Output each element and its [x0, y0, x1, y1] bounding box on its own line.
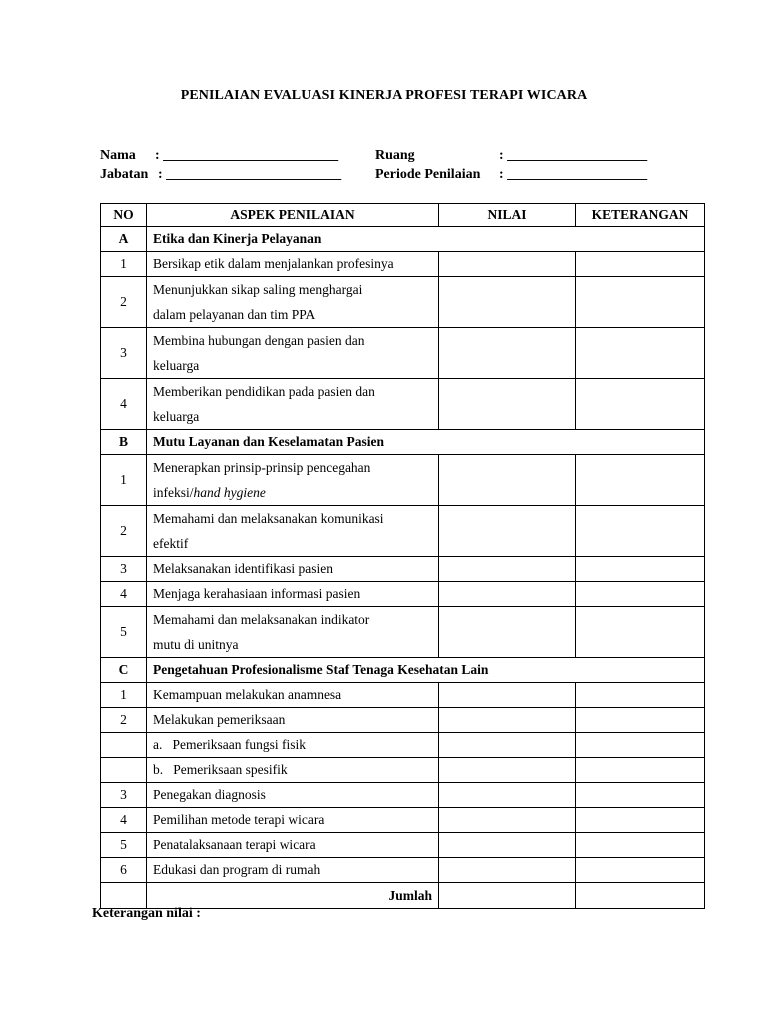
keterangan-cell[interactable]: [576, 808, 705, 833]
row-aspek-line: Memberikan pendidikan pada pasien dan: [153, 384, 375, 399]
periode-label: Periode Penilaian: [375, 167, 481, 182]
row-aspek: [147, 607, 439, 658]
row-aspek: Penatalaksanaan terapi wicara: [147, 833, 439, 858]
row-aspek-text: infeksi/: [153, 485, 194, 500]
nama-field: [100, 146, 338, 165]
row-no: 5: [101, 607, 147, 658]
row-no: [101, 733, 147, 758]
nilai-cell[interactable]: [439, 833, 576, 858]
keterangan-cell[interactable]: [576, 328, 705, 379]
table-row: [101, 858, 705, 883]
keterangan-cell[interactable]: [576, 557, 705, 582]
row-aspek: Melaksanakan identifikasi pasien: [147, 557, 439, 582]
section-row-c: [101, 658, 705, 683]
table-row: [101, 808, 705, 833]
section-code: C: [101, 658, 147, 683]
row-aspek: Kemampuan melakukan anamnesa: [147, 683, 439, 708]
row-aspek: Pemilihan metode terapi wicara: [147, 808, 439, 833]
nilai-cell[interactable]: [439, 708, 576, 733]
nilai-cell[interactable]: [439, 783, 576, 808]
section-row-b: [101, 430, 705, 455]
nilai-cell[interactable]: [439, 557, 576, 582]
row-aspek: Melakukan pemeriksaan: [147, 708, 439, 733]
row-aspek-line: Menunjukkan sikap saling menghargai: [153, 282, 363, 297]
table-row: [101, 758, 705, 783]
table-row: [101, 455, 705, 506]
nilai-cell[interactable]: [439, 328, 576, 379]
header-keterangan: KETERANGAN: [576, 204, 705, 227]
row-aspek: [147, 455, 439, 506]
table-row: [101, 833, 705, 858]
keterangan-cell[interactable]: [576, 506, 705, 557]
row-aspek-italic: hand hygiene: [193, 485, 266, 500]
row-aspek: [147, 506, 439, 557]
table-row: [101, 783, 705, 808]
page-title: PENILAIAN EVALUASI KINERJA PROFESI TERAPI WICARA: [180, 88, 588, 103]
table-row: [101, 379, 705, 430]
section-title: Etika dan Kinerja Pelayanan: [147, 227, 705, 252]
table-row: [101, 582, 705, 607]
row-no: 2: [101, 708, 147, 733]
row-aspek: [147, 328, 439, 379]
row-no: 2: [101, 277, 147, 328]
nilai-cell[interactable]: [439, 733, 576, 758]
row-no: 3: [101, 557, 147, 582]
row-no: 2: [101, 506, 147, 557]
row-aspek: [147, 277, 439, 328]
nilai-cell[interactable]: [439, 683, 576, 708]
table-row: [101, 683, 705, 708]
total-label: Jumlah: [147, 883, 439, 909]
table-row: [101, 708, 705, 733]
keterangan-cell[interactable]: [576, 733, 705, 758]
keterangan-cell[interactable]: [576, 783, 705, 808]
section-title: Mutu Layanan dan Keselamatan Pasien: [147, 430, 705, 455]
row-aspek-line: [153, 480, 432, 505]
keterangan-cell[interactable]: [576, 683, 705, 708]
row-aspek: b. Pemeriksaan spesifik: [147, 758, 439, 783]
table-row: [101, 252, 705, 277]
row-aspek: a. Pemeriksaan fungsi fisik: [147, 733, 439, 758]
nilai-cell[interactable]: [439, 506, 576, 557]
row-aspek-line: Membina hubungan dengan pasien dan: [153, 333, 365, 348]
nilai-cell[interactable]: [439, 582, 576, 607]
keterangan-cell[interactable]: [576, 379, 705, 430]
row-aspek: Edukasi dan program di rumah: [147, 858, 439, 883]
section-title: Pengetahuan Profesionalisme Staf Tenaga Kesehatan Lain: [147, 658, 705, 683]
table-row: [101, 277, 705, 328]
nilai-cell[interactable]: [439, 455, 576, 506]
keterangan-cell[interactable]: [576, 582, 705, 607]
table-row: [101, 328, 705, 379]
row-no: 4: [101, 582, 147, 607]
row-aspek-line: efektif: [153, 536, 189, 551]
nilai-cell[interactable]: [439, 252, 576, 277]
row-aspek-line: Menerapkan prinsip-prinsip pencegahan: [153, 460, 371, 475]
nilai-cell[interactable]: [439, 758, 576, 783]
jabatan-value: : _________________________: [158, 167, 342, 182]
table-row: [101, 733, 705, 758]
keterangan-cell[interactable]: [576, 607, 705, 658]
row-aspek-line: keluarga: [153, 358, 200, 373]
keterangan-nilai-label: Keterangan nilai :: [92, 906, 201, 921]
jabatan-field: [100, 165, 341, 184]
row-no: 1: [101, 683, 147, 708]
table-row: [101, 607, 705, 658]
row-aspek-line: Memahami dan melaksanakan komunikasi: [153, 511, 384, 526]
row-no: 1: [101, 252, 147, 277]
keterangan-cell[interactable]: [576, 758, 705, 783]
header-nilai: NILAI: [439, 204, 576, 227]
table-header-row: [101, 204, 705, 227]
nilai-cell[interactable]: [439, 808, 576, 833]
row-aspek: [147, 379, 439, 430]
nama-value: : _________________________: [155, 148, 339, 163]
section-code: A: [101, 227, 147, 252]
keterangan-cell[interactable]: [576, 277, 705, 328]
nilai-cell[interactable]: [439, 858, 576, 883]
evaluation-table: [100, 203, 705, 909]
total-keterangan-cell[interactable]: [576, 883, 705, 909]
row-aspek: Penegakan diagnosis: [147, 783, 439, 808]
table-row: [101, 557, 705, 582]
section-row-a: [101, 227, 705, 252]
section-code: B: [101, 430, 147, 455]
row-no: 1: [101, 455, 147, 506]
row-no: [101, 758, 147, 783]
nilai-cell[interactable]: [439, 277, 576, 328]
header-no: NO: [101, 204, 147, 227]
keterangan-cell[interactable]: [576, 252, 705, 277]
nilai-cell[interactable]: [439, 607, 576, 658]
keterangan-cell[interactable]: [576, 833, 705, 858]
table-row: [101, 506, 705, 557]
keterangan-cell[interactable]: [576, 455, 705, 506]
keterangan-cell[interactable]: [576, 858, 705, 883]
nilai-cell[interactable]: [439, 379, 576, 430]
row-no: 6: [101, 858, 147, 883]
row-aspek: Bersikap etik dalam menjalankan profesinya: [147, 252, 439, 277]
row-aspek-line: keluarga: [153, 409, 200, 424]
row-no: 3: [101, 783, 147, 808]
row-no: 4: [101, 808, 147, 833]
total-row: [101, 883, 705, 909]
keterangan-cell[interactable]: [576, 708, 705, 733]
row-no: 3: [101, 328, 147, 379]
row-no: 4: [101, 379, 147, 430]
row-aspek-line: Memahami dan melaksanakan indikator: [153, 612, 370, 627]
header-aspek: ASPEK PENILAIAN: [147, 204, 439, 227]
row-no: 5: [101, 833, 147, 858]
ruang-label: Ruang: [375, 148, 415, 163]
ruang-value: : ____________________: [499, 148, 648, 163]
row-aspek-line: dalam pelayanan dan tim PPA: [153, 307, 316, 322]
total-no-cell: [101, 883, 147, 909]
jabatan-label: Jabatan: [100, 167, 149, 182]
nama-label: Nama: [100, 148, 136, 163]
row-aspek: Menjaga kerahasiaan informasi pasien: [147, 582, 439, 607]
periode-value: : ____________________: [499, 167, 648, 182]
ruang-field: [375, 146, 647, 165]
row-aspek-line: mutu di unitnya: [153, 637, 239, 652]
periode-field: [375, 165, 647, 184]
total-nilai-cell[interactable]: [439, 883, 576, 909]
